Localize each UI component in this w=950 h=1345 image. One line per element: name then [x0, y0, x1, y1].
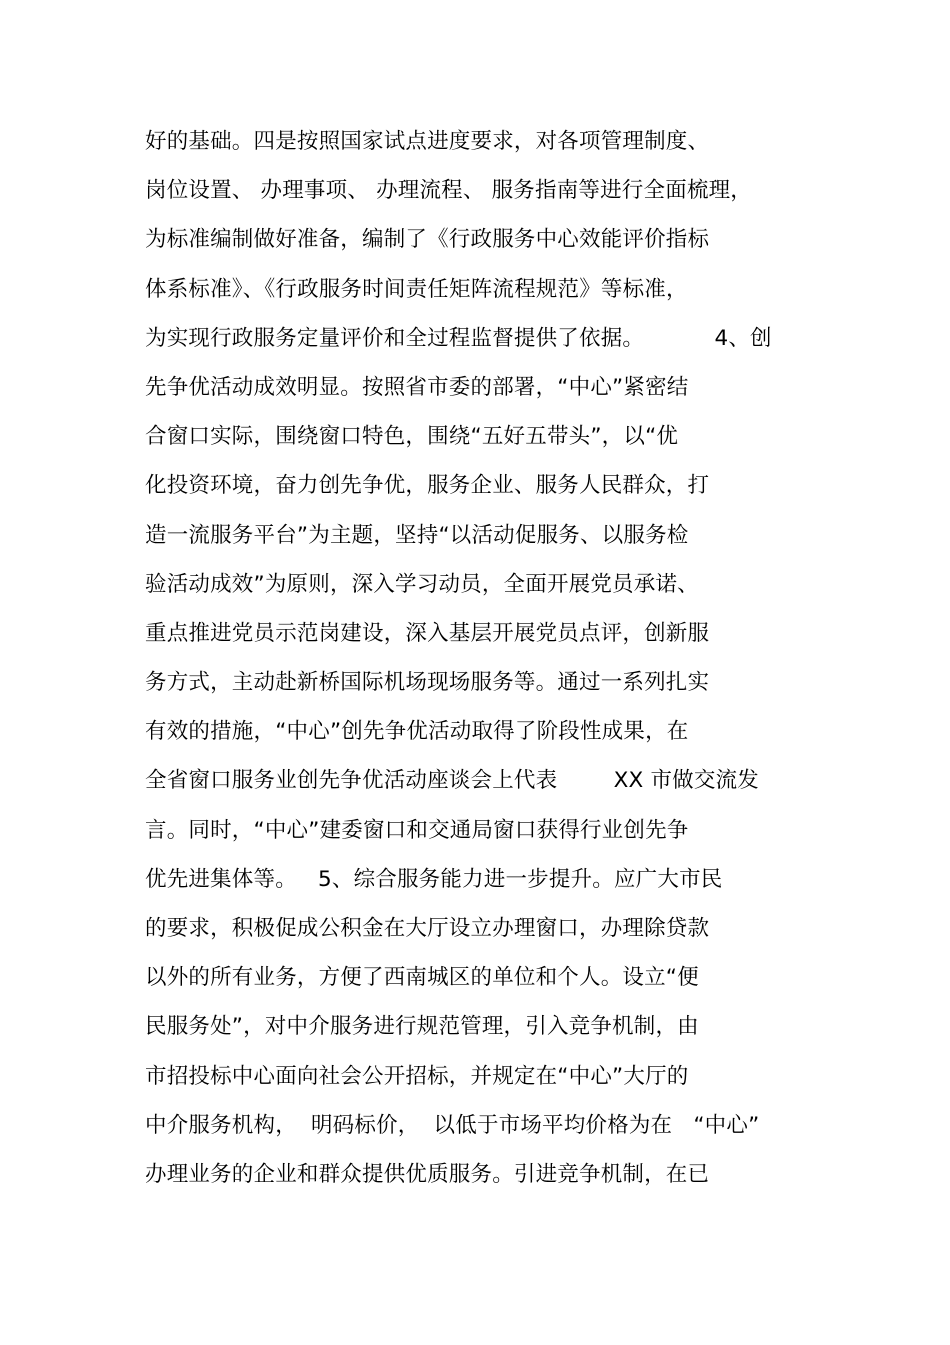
- body-text: [145, 121, 825, 1203]
- text-line: 务方式，主动赴新桥国际机场现场服务等。通过一系列扎实: [145, 670, 710, 696]
- text-line: 重点推进党员示范岗建设，深入基层开展党员点评，创新服: [145, 620, 710, 646]
- text-line: 为实现行政服务定量评价和全过程监督提供了依据。 4、创: [145, 325, 772, 351]
- text-line: 先争优活动成效明显。按照省市委的部署，“中心”紧密结: [145, 374, 689, 400]
- text-line: 全省窗口服务业创先争优活动座谈会上代表 XX 市做交流发: [145, 768, 759, 794]
- text-line: 市招投标中心面向社会公开招标，并规定在“中心”大厅的: [145, 1063, 689, 1089]
- text-line: 民服务处”，对中介服务进行规范管理，引入竞争机制，由: [145, 1014, 699, 1040]
- text-line: 优先进集体等。 5、综合服务能力进一步提升。应广大市民: [145, 866, 723, 892]
- text-line: 化投资环境，奋力创先争优，服务企业、服务人民群众，打: [145, 473, 710, 499]
- text-line: 的要求，积极促成公积金在大厅设立办理窗口，办理除贷款: [145, 916, 710, 941]
- text-line: 造一流服务平台”为主题，坚持“以活动促服务、以服务检: [145, 522, 689, 548]
- text-line: 以外的所有业务，方便了西南城区的单位和个人。设立“便: [145, 965, 699, 991]
- text-line: 合窗口实际，围绕窗口特色，围绕“五好五带头”，以“优: [145, 424, 679, 450]
- text-line: 中介服务机构， 明码标价， 以低于市场平均价格为在 “中心”: [145, 1112, 760, 1138]
- text-line: 验活动成效”为原则，深入学习动员，全面开展党员承诺、: [145, 571, 699, 597]
- text-line: 有效的措施，“中心”创先争优活动取得了阶段性成果，在: [145, 719, 689, 745]
- text-line: 言。同时，“中心”建委窗口和交通局窗口获得行业创先争: [145, 817, 689, 843]
- text-line: 办理业务的企业和群众提供优质服务。引进竞争机制，在已: [145, 1161, 710, 1187]
- text-line: 体系标准》、《行政服务时间责任矩阵流程规范》等标准，: [145, 276, 688, 302]
- text-line: 为标准编制做好准备，编制了《行政服务中心效能评价指标: [145, 227, 710, 253]
- text-line: 岗位设置、 办理事项、 办理流程、 服务指南等进行全面梳理，: [145, 178, 753, 204]
- text-line: 好的基础。四是按照国家试点进度要求，对各项管理制度、: [145, 129, 710, 154]
